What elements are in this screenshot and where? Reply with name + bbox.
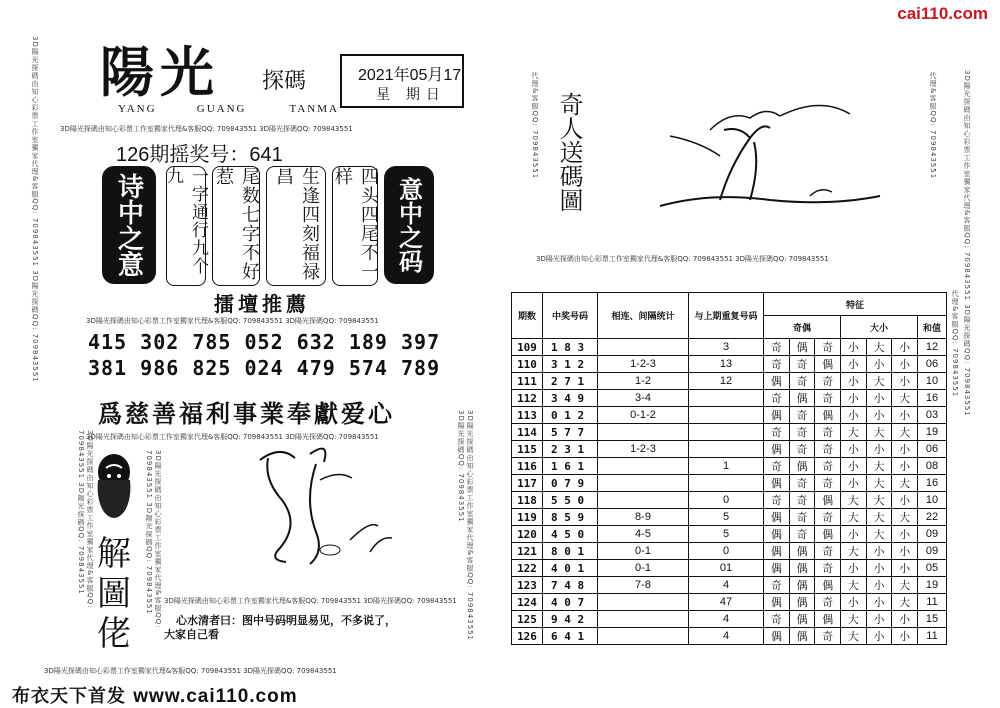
sum-cell: 08 (918, 458, 947, 475)
winning-number-cell: 3 1 2 (543, 356, 598, 373)
big-small-cell: 小 (866, 628, 892, 645)
sum-cell: 10 (918, 492, 947, 509)
big-small-cell: 小 (892, 441, 918, 458)
odd-even-cell: 偶 (789, 628, 815, 645)
big-small-cell: 大 (840, 509, 866, 526)
sum-cell: 12 (918, 339, 947, 356)
big-small-cell: 大 (892, 594, 918, 611)
link-stat-cell: 0-1-2 (598, 407, 689, 424)
table-row (512, 492, 947, 509)
odd-even-cell: 奇 (789, 492, 815, 509)
right-edge-watermark-left: 3D陽光探碼由知心彩票工作室獨家代理&客服QQ: 709843551 3D陽光探碼QQ: 709843551 (457, 410, 474, 641)
odd-even-cell: 偶 (764, 441, 790, 458)
table-row (512, 594, 947, 611)
odd-even-cell: 奇 (789, 475, 815, 492)
odd-even-cell: 偶 (789, 390, 815, 407)
big-small-cell: 小 (866, 560, 892, 577)
link-stat-cell: 3-4 (598, 390, 689, 407)
table-row (512, 407, 947, 424)
issue-line: 126期摇奖号：641 (116, 144, 283, 166)
sum-cell: 09 (918, 526, 947, 543)
table-row (512, 475, 947, 492)
sum-cell: 16 (918, 390, 947, 407)
odd-even-cell: 奇 (789, 509, 815, 526)
winning-number-cell: 7 4 8 (543, 577, 598, 594)
col-winning: 中奖号码 (543, 293, 598, 339)
winning-number-cell: 4 5 0 (543, 526, 598, 543)
period-cell: 112 (512, 390, 543, 407)
table-row (512, 628, 947, 645)
link-stat-cell (598, 611, 689, 628)
repeat-cell: 12 (689, 373, 764, 390)
period-cell: 115 (512, 441, 543, 458)
big-small-cell: 大 (866, 492, 892, 509)
odd-even-cell: 偶 (815, 577, 841, 594)
winning-number-cell: 5 5 0 (543, 492, 598, 509)
odd-even-cell: 奇 (789, 407, 815, 424)
sum-cell: 19 (918, 577, 947, 594)
contact-line-quote: 3D陽光探碼由知心彩票工作室獨家代理&客服QQ: 709843551 3D陽光探碼QQ: 709843551 (164, 597, 457, 605)
winning-number-cell: 1 6 1 (543, 458, 598, 475)
sum-cell: 19 (918, 424, 947, 441)
portrait-sketch (92, 450, 136, 524)
odd-even-cell: 奇 (815, 339, 841, 356)
table-row (512, 560, 947, 577)
repeat-cell: 13 (689, 356, 764, 373)
big-small-cell: 小 (892, 543, 918, 560)
period-cell: 118 (512, 492, 543, 509)
big-small-cell: 小 (840, 390, 866, 407)
odd-even-cell: 奇 (789, 441, 815, 458)
repeat-cell: 5 (689, 509, 764, 526)
lao-char: 佬 (97, 614, 131, 654)
col-period: 期数 (512, 293, 543, 339)
odd-even-cell: 偶 (789, 543, 815, 560)
period-cell: 109 (512, 339, 543, 356)
odd-even-cell: 奇 (815, 560, 841, 577)
inner-watermark: 3D陽光探碼由知心彩票工作室獨家代理&客服QQ: 709843551 3D陽光探碼QQ: 709843551 (145, 450, 162, 629)
big-small-cell: 大 (840, 492, 866, 509)
winning-number-cell: 3 4 9 (543, 390, 598, 407)
quote-line-1: 心水清者曰：图中号码明显易见，不多说了， (176, 614, 396, 627)
poem-column-3: 生逢四刻福禄昌 (266, 166, 326, 286)
big-small-cell: 大 (892, 577, 918, 594)
bottom-text: 布衣天下首发 (12, 686, 126, 707)
big-small-cell: 小 (866, 577, 892, 594)
sum-cell: 16 (918, 475, 947, 492)
logo-pinyin (118, 103, 339, 115)
big-small-cell: 小 (866, 611, 892, 628)
big-small-cell: 小 (892, 526, 918, 543)
table-row (512, 441, 947, 458)
odd-even-cell: 偶 (764, 509, 790, 526)
link-stat-cell: 1-2-3 (598, 441, 689, 458)
repeat-cell: 1 (689, 458, 764, 475)
big-small-cell: 小 (866, 441, 892, 458)
lower-left-watermark: 3D陽光探碼由知心彩票工作室獨家代理&客服QQ: 709843551 3D陽光探碼QQ: 709843551 (77, 430, 94, 609)
link-stat-cell (598, 458, 689, 475)
odd-even-cell: 偶 (815, 492, 841, 509)
big-small-cell: 大 (866, 424, 892, 441)
link-stat-cell: 7-8 (598, 577, 689, 594)
contact-line-top: 3D陽光探碼由知心彩票工作室獨家代理&客服QQ: 709843551 3D陽光探碼QQ: 709843551 (60, 125, 353, 133)
sum-cell: 15 (918, 611, 947, 628)
site-badge[interactable]: cai110.com (897, 4, 988, 23)
big-small-cell: 小 (840, 356, 866, 373)
big-small-cell: 小 (840, 441, 866, 458)
odd-even-cell: 偶 (815, 526, 841, 543)
winning-number-cell: 2 7 1 (543, 373, 598, 390)
table-row (512, 526, 947, 543)
odd-even-cell: 偶 (815, 356, 841, 373)
charity-slogan: 爲慈善福利事業奉獻爱心 (98, 399, 395, 428)
big-small-cell: 小 (840, 526, 866, 543)
big-small-cell: 大 (866, 458, 892, 475)
period-cell: 122 (512, 560, 543, 577)
table-header-row (512, 293, 947, 316)
odd-even-cell: 奇 (764, 424, 790, 441)
odd-even-cell: 奇 (789, 356, 815, 373)
pinyin-2: GUANG (196, 103, 247, 115)
odd-even-cell: 偶 (789, 611, 815, 628)
big-small-cell: 大 (840, 424, 866, 441)
link-stat-cell (598, 492, 689, 509)
link-stat-cell: 0-1 (598, 560, 689, 577)
link-stat-cell (598, 594, 689, 611)
big-small-cell: 小 (840, 458, 866, 475)
repeat-cell (689, 424, 764, 441)
repeat-cell (689, 441, 764, 458)
bottom-url[interactable]: www.cai110.com (133, 686, 298, 707)
odd-even-cell: 偶 (764, 407, 790, 424)
big-small-cell: 小 (892, 560, 918, 577)
big-small-cell: 小 (840, 373, 866, 390)
contact-line-bottom: 3D陽光探碼由知心彩票工作室獨家代理&客服QQ: 709843551 3D陽光探碼QQ: 709843551 (44, 667, 337, 675)
period-cell: 123 (512, 577, 543, 594)
big-small-cell: 小 (840, 594, 866, 611)
right-top-watermark-left: 代理&客服QQ: 709843551 (531, 72, 539, 180)
table-row (512, 373, 947, 390)
link-stat-cell (598, 424, 689, 441)
big-small-cell: 大 (866, 475, 892, 492)
odd-even-cell: 偶 (789, 594, 815, 611)
odd-even-cell: 奇 (764, 458, 790, 475)
odd-even-cell: 奇 (815, 373, 841, 390)
big-small-cell: 小 (840, 407, 866, 424)
winning-number-cell: 2 3 1 (543, 441, 598, 458)
link-stat-cell: 0-1 (598, 543, 689, 560)
sub-odd-even: 奇偶 (764, 316, 841, 339)
period-cell: 117 (512, 475, 543, 492)
winning-number-cell: 0 1 2 (543, 407, 598, 424)
odd-even-cell: 偶 (789, 458, 815, 475)
period-cell: 121 (512, 543, 543, 560)
big-small-cell: 小 (892, 611, 918, 628)
big-small-cell: 大 (892, 475, 918, 492)
odd-even-cell: 奇 (764, 611, 790, 628)
winning-number-cell: 4 0 1 (543, 560, 598, 577)
odd-even-cell: 奇 (815, 441, 841, 458)
repeat-cell: 4 (689, 628, 764, 645)
odd-even-cell: 奇 (789, 526, 815, 543)
sub-big-small: 大小 (840, 316, 917, 339)
winning-number-cell: 6 4 1 (543, 628, 598, 645)
poem-column-4: 四头四尾不一样 (332, 166, 378, 286)
odd-even-cell: 偶 (764, 628, 790, 645)
period-cell: 111 (512, 373, 543, 390)
big-small-cell: 小 (866, 543, 892, 560)
link-stat-cell (598, 339, 689, 356)
odd-even-cell: 奇 (764, 492, 790, 509)
sum-cell: 03 (918, 407, 947, 424)
jie-char: 解 (97, 534, 131, 574)
odd-even-cell: 偶 (764, 526, 790, 543)
odd-even-cell: 奇 (815, 543, 841, 560)
table-row (512, 390, 947, 407)
period-cell: 119 (512, 509, 543, 526)
recommend-numbers-row-1: 415 302 785 052 632 189 397 (88, 330, 441, 354)
period-cell: 120 (512, 526, 543, 543)
table-row (512, 611, 947, 628)
recommend-numbers-row-2: 381 986 825 024 479 574 789 (88, 356, 441, 380)
sum-cell: 09 (918, 543, 947, 560)
line-drawing-figure (220, 440, 400, 570)
big-small-cell: 小 (892, 628, 918, 645)
table-right-watermark: 代理&客服QQ: 709843551 (951, 290, 959, 398)
date-box (340, 54, 464, 108)
odd-even-cell: 奇 (815, 458, 841, 475)
big-small-cell: 小 (866, 390, 892, 407)
odd-even-cell: 偶 (764, 594, 790, 611)
repeat-cell: 4 (689, 611, 764, 628)
repeat-cell (689, 390, 764, 407)
odd-even-cell: 偶 (764, 475, 790, 492)
winning-number-cell: 4 0 7 (543, 594, 598, 611)
sum-cell: 06 (918, 356, 947, 373)
big-small-cell: 大 (892, 390, 918, 407)
big-small-cell: 小 (840, 560, 866, 577)
winning-number-cell: 0 7 9 (543, 475, 598, 492)
odd-even-cell: 偶 (789, 560, 815, 577)
odd-even-cell: 偶 (815, 407, 841, 424)
odd-even-cell: 奇 (815, 424, 841, 441)
left-side-watermark: 3D陽光探碼由知心彩票工作室獨家代理&客服QQ: 709843551 3D陽光探碼QQ: 709843551 (31, 36, 39, 383)
period-cell: 113 (512, 407, 543, 424)
big-small-cell: 小 (840, 475, 866, 492)
odd-even-cell: 奇 (815, 628, 841, 645)
period-cell: 124 (512, 594, 543, 611)
odd-even-cell: 偶 (789, 339, 815, 356)
poem-column-1: 一字通行九个九 (166, 166, 206, 286)
date-line: 2021年05月17 (358, 67, 462, 84)
big-small-cell: 大 (892, 509, 918, 526)
link-stat-cell (598, 628, 689, 645)
odd-even-cell: 偶 (764, 373, 790, 390)
winning-number-cell: 1 8 3 (543, 339, 598, 356)
link-stat-cell: 1-2-3 (598, 356, 689, 373)
table-row (512, 509, 947, 526)
col-feature: 特征 (764, 293, 947, 316)
big-small-cell: 小 (866, 356, 892, 373)
sum-cell: 06 (918, 441, 947, 458)
table-row (512, 356, 947, 373)
tu-char: 圖 (97, 574, 131, 614)
big-small-cell: 大 (840, 543, 866, 560)
table-row (512, 543, 947, 560)
big-small-cell: 大 (840, 611, 866, 628)
repeat-cell: 01 (689, 560, 764, 577)
link-stat-cell: 8-9 (598, 509, 689, 526)
col-repeat: 与上期重复号码 (689, 293, 764, 339)
repeat-cell: 0 (689, 543, 764, 560)
period-cell: 116 (512, 458, 543, 475)
weekday-line: 星 期日 (376, 86, 446, 102)
sum-cell: 05 (918, 560, 947, 577)
odd-even-cell: 偶 (764, 560, 790, 577)
tree-sketch (650, 96, 890, 226)
repeat-cell (689, 407, 764, 424)
right-top-watermark-right: 代理&客服QQ: 709843551 (929, 72, 937, 180)
odd-even-cell: 偶 (764, 543, 790, 560)
table-row (512, 577, 947, 594)
table-row (512, 424, 947, 441)
odd-even-cell: 奇 (815, 390, 841, 407)
odd-even-cell: 奇 (789, 373, 815, 390)
table-row (512, 458, 947, 475)
logo-main: 陽光 (100, 40, 220, 104)
far-right-watermark: 3D陽光探碼由知心彩票工作室獨家代理&客服QQ: 709843551 3D陽光探碼QQ: 709843551 (963, 70, 971, 417)
big-small-cell: 大 (840, 628, 866, 645)
odd-even-cell: 偶 (815, 611, 841, 628)
winning-number-cell: 5 7 7 (543, 424, 598, 441)
jie-tu-lao (97, 534, 131, 654)
period-cell: 110 (512, 356, 543, 373)
period-cell: 114 (512, 424, 543, 441)
link-stat-cell: 4-5 (598, 526, 689, 543)
big-small-cell: 小 (840, 339, 866, 356)
odd-even-cell: 奇 (815, 509, 841, 526)
big-small-cell: 小 (892, 356, 918, 373)
repeat-cell: 4 (689, 577, 764, 594)
quote-line-2: 大家自己看 (164, 628, 219, 641)
poem-left-pill: 诗中之意 (102, 166, 156, 284)
repeat-cell: 0 (689, 492, 764, 509)
big-small-cell: 小 (892, 458, 918, 475)
big-small-cell: 小 (866, 594, 892, 611)
table-row (512, 339, 947, 356)
big-small-cell: 大 (866, 373, 892, 390)
history-table (511, 292, 947, 645)
big-small-cell: 小 (892, 407, 918, 424)
big-small-cell: 大 (840, 577, 866, 594)
contact-line-right: 3D陽光探碼由知心彩票工作室獨家代理&客服QQ: 709843551 3D陽光探碼QQ: 709843551 (536, 255, 829, 263)
repeat-cell (689, 475, 764, 492)
recommend-title: 擂壇推薦 (214, 292, 310, 316)
sum-cell: 10 (918, 373, 947, 390)
sum-cell: 22 (918, 509, 947, 526)
odd-even-cell: 奇 (764, 339, 790, 356)
contact-line-lower: 3D陽光探碼由知心彩票工作室獨家代理&客服QQ: 709843551 3D陽光探碼QQ: 709843551 (86, 433, 379, 441)
odd-even-cell: 偶 (789, 577, 815, 594)
link-stat-cell: 1-2 (598, 373, 689, 390)
qi-title: 奇人送碼圖 (555, 92, 583, 212)
winning-number-cell: 8 5 9 (543, 509, 598, 526)
odd-even-cell: 奇 (764, 390, 790, 407)
big-small-cell: 大 (866, 509, 892, 526)
poem-column-2: 尾数七字不好惹 (212, 166, 260, 286)
odd-even-cell: 奇 (815, 594, 841, 611)
sum-cell: 11 (918, 628, 947, 645)
repeat-cell: 47 (689, 594, 764, 611)
winning-number-cell: 9 4 2 (543, 611, 598, 628)
period-cell: 125 (512, 611, 543, 628)
big-small-cell: 小 (892, 339, 918, 356)
big-small-cell: 大 (866, 339, 892, 356)
winning-number-cell: 8 0 1 (543, 543, 598, 560)
sum-cell: 11 (918, 594, 947, 611)
pinyin-3: TANMA (289, 103, 339, 115)
odd-even-cell: 奇 (789, 424, 815, 441)
big-small-cell: 小 (892, 492, 918, 509)
pinyin-1: YANG (118, 103, 157, 115)
big-small-cell: 小 (866, 407, 892, 424)
big-small-cell: 小 (892, 373, 918, 390)
link-stat-cell (598, 475, 689, 492)
sub-sum: 和值 (918, 316, 947, 339)
bottom-banner (12, 682, 298, 708)
col-link: 相连、间隔统计 (598, 293, 689, 339)
odd-even-cell: 奇 (764, 577, 790, 594)
logo-sub: 探碼 (262, 69, 307, 94)
period-cell: 126 (512, 628, 543, 645)
big-small-cell: 大 (892, 424, 918, 441)
contact-line-mid: 3D陽光探碼由知心彩票工作室獨家代理&客服QQ: 709843551 3D陽光探碼QQ: 709843551 (86, 317, 379, 325)
repeat-cell: 5 (689, 526, 764, 543)
odd-even-cell: 奇 (764, 356, 790, 373)
odd-even-cell: 奇 (815, 475, 841, 492)
poem-right-pill: 意中之码 (384, 166, 434, 284)
big-small-cell: 大 (866, 526, 892, 543)
repeat-cell: 3 (689, 339, 764, 356)
